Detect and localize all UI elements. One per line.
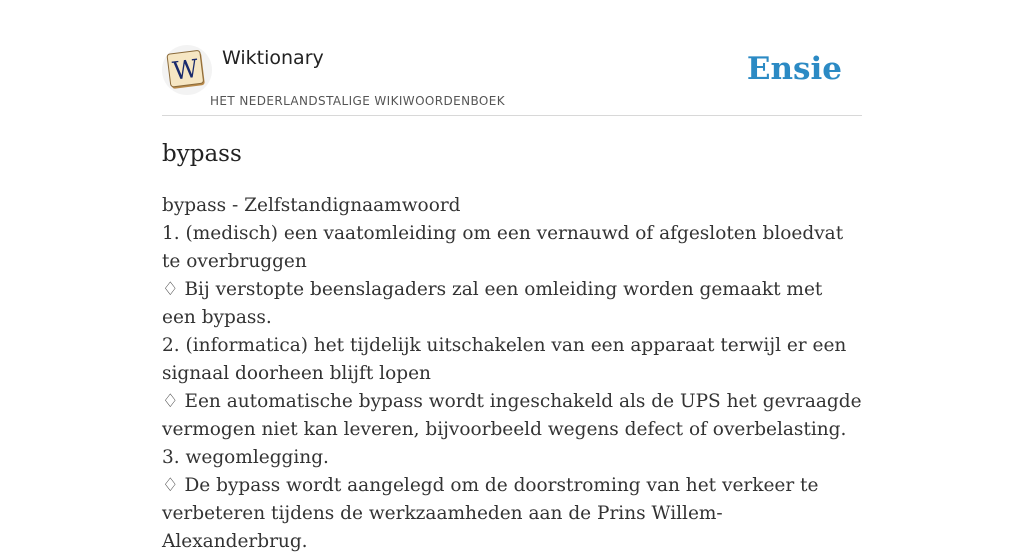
logo-letter: W xyxy=(170,53,200,86)
example-3: ♢ De bypass wordt aangelegd om de doorstroming van het verkeer te verbeteren tijdens de werkzaamheden aan de Prins Willem-Alexanderbrug. xyxy=(162,475,819,552)
example-2: ♢ Een automatische bypass wordt ingeschakeld als de UPS het gevraagde vermogen niet kan leveren, bijvoorbeeld wegens defect of overbelasting. xyxy=(162,391,862,440)
definition-1: 1. (medisch) een vaatomleiding om een vernauwd of afgesloten bloedvat te overbruggen xyxy=(162,223,844,272)
site-name[interactable]: Wiktionary xyxy=(222,47,324,69)
definition-3: 3. wegomlegging. xyxy=(162,447,329,468)
entry-title: bypass xyxy=(162,141,242,167)
wiktionary-logo-icon[interactable] xyxy=(162,45,212,95)
entry-heading-line: bypass - Zelfstandignaamwoord xyxy=(162,195,461,216)
example-1: ♢ Bij verstopte beenslagaders zal een omleiding worden gemaakt met een bypass. xyxy=(162,279,823,328)
entry-body xyxy=(162,192,862,556)
header-divider xyxy=(162,115,862,116)
ensie-brand-link[interactable]: Ensie xyxy=(746,51,842,87)
site-tagline: HET NEDERLANDSTALIGE WIKIWOORDENBOEK xyxy=(210,94,506,108)
definition-2: 2. (informatica) het tijdelijk uitschakelen van een apparaat terwijl er een signaal doorheen blijft lopen xyxy=(162,335,847,384)
